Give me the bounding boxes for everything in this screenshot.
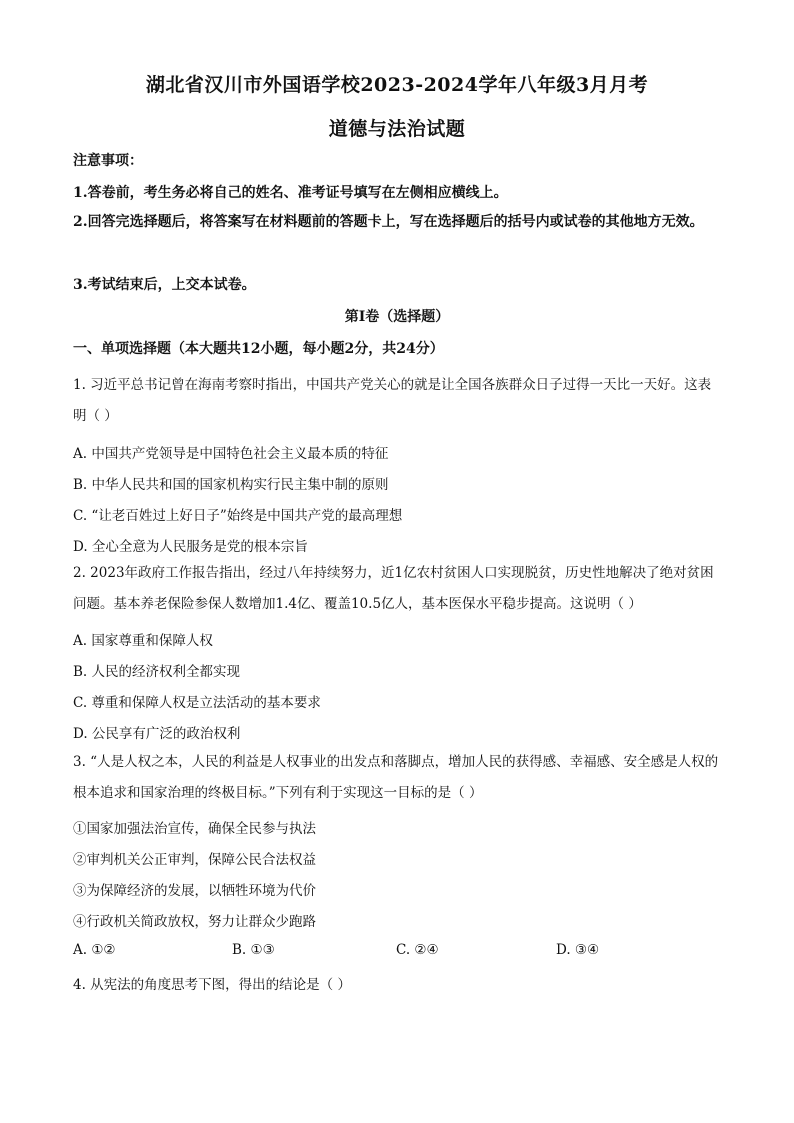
question-2-option-b: B. 人民的经济权利全都实现 — [73, 664, 241, 680]
question-2-option-d: D. 公民享有广泛的政治权利 — [73, 726, 241, 742]
question-3-option-b: B. ①③ — [232, 942, 275, 958]
question-3-stem: 3. “人是人权之本，人民的利益是人权事业的出发点和落脚点，增加人民的获得感、幸福感、安全感是人权的根本追求和国家治理的终极目标。”下列有利于实现这一目标的是（ ） — [73, 754, 719, 801]
question-2-stem: 2. 2023年政府工作报告指出，经过八年持续努力，近1亿农村贫困人口实现脱贫，历史性地解决了绝对贫困问题。基本养老保险参保人数增加1.4亿、覆盖10.5亿人，基本医保水平稳步提高。这说明（ ） — [73, 565, 714, 612]
question-2-option-a: A. 国家尊重和保障人权 — [73, 633, 213, 649]
question-1-option-d: D. 全心全意为人民服务是党的根本宗旨 — [73, 539, 308, 555]
question-3-option-c: C. ②④ — [396, 942, 439, 958]
exam-title: 湖北省汉川市外国语学校2023-2024学年八年级3月月考 — [145, 74, 649, 96]
part-heading: 第Ⅰ卷（选择题） — [344, 309, 450, 325]
question-1-option-c: C. “让老百姓过上好日子”始终是中国共产党的最高理想 — [73, 508, 403, 524]
notice-item-2: 2.回答完选择题后，将答案写在材料题前的答题卡上，写在选择题后的括号内或试卷的其他地方无效。 — [73, 214, 704, 230]
question-3-statement-1: ①国家加强法治宣传，确保全民参与执法 — [73, 821, 316, 837]
question-3-statement-4: ④行政机关简政放权，努力让群众少跑路 — [73, 914, 316, 930]
question-4-stem: 4. 从宪法的角度思考下图，得出的结论是（ ） — [73, 977, 351, 993]
notice-heading: 注意事项： — [73, 153, 143, 169]
notice-item-3: 3.考试结束后，上交本试卷。 — [73, 277, 256, 293]
question-3-option-a: A. ①② — [73, 942, 116, 958]
exam-subtitle: 道德与法治试题 — [328, 118, 466, 140]
question-1-option-b: B. 中华人民共和国的国家机构实行民主集中制的原则 — [73, 477, 389, 493]
notice-item-1: 1.答卷前，考生务必将自己的姓名、准考证号填写在左侧相应横线上。 — [73, 185, 508, 201]
question-1-option-a: A. 中国共产党领导是中国特色社会主义最本质的特征 — [73, 446, 389, 462]
question-3-statement-3: ③为保障经济的发展，以牺牲环境为代价 — [73, 883, 316, 899]
question-2-option-c: C. 尊重和保障人权是立法活动的基本要求 — [73, 695, 321, 711]
question-3-statement-2: ②审判机关公正审判，保障公民合法权益 — [73, 852, 316, 868]
section-heading: 一、单项选择题（本大题共12小题，每小题2分，共24分） — [73, 341, 444, 357]
question-1-stem: 1. 习近平总书记曾在海南考察时指出，中国共产党关心的就是让全国各族群众日子过得一天比一天好。这表明（ ） — [73, 377, 712, 424]
question-3-option-d: D. ③④ — [556, 942, 600, 958]
